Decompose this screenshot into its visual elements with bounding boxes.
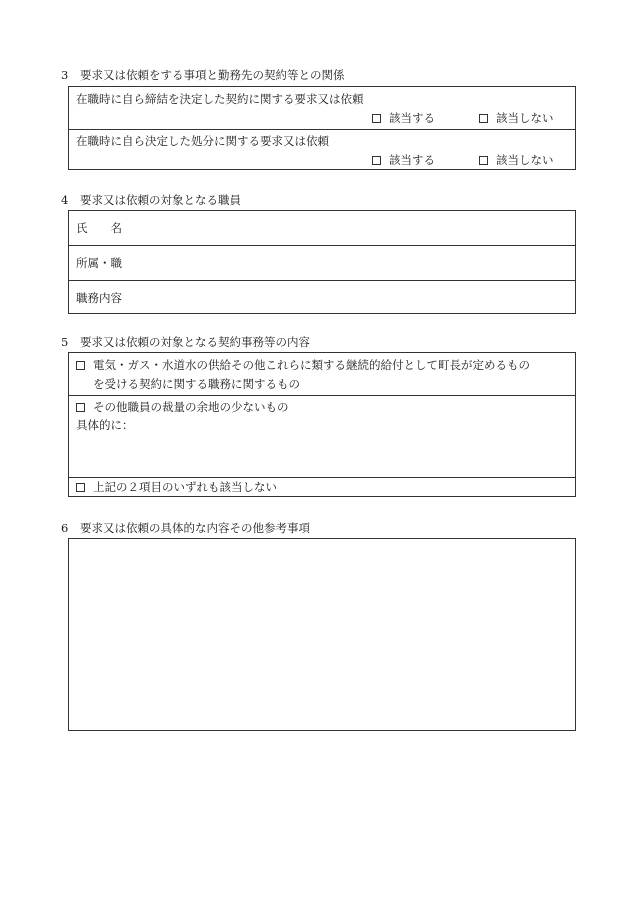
none-applicable-row bbox=[69, 477, 575, 496]
checkbox-icon[interactable] bbox=[372, 156, 381, 165]
option-label: 該当しない bbox=[496, 111, 554, 125]
checkbox-icon[interactable] bbox=[76, 403, 85, 412]
section-4-title-text: 要求又は依頼の対象となる職員 bbox=[80, 193, 241, 207]
employee-name-input[interactable] bbox=[179, 215, 569, 241]
checkbox-icon[interactable] bbox=[76, 483, 85, 492]
section-5-title bbox=[61, 335, 310, 349]
contract-not-applicable-option[interactable] bbox=[479, 111, 554, 125]
section-6-number: 6 bbox=[61, 521, 69, 535]
employee-dept-label: 所属・職 bbox=[76, 256, 122, 270]
employee-dept-input[interactable] bbox=[179, 250, 569, 276]
specific-detail-label: 具体的に： bbox=[76, 418, 134, 432]
employee-duties-label: 職務内容 bbox=[76, 291, 122, 305]
checkbox-icon[interactable] bbox=[479, 114, 488, 123]
disposition-relation-row bbox=[69, 129, 575, 170]
utility-contract-label-line1: 電気・ガス・水道水の供給その他これらに類する継続的給付として町長が定めるもの bbox=[93, 358, 530, 372]
option-label: 該当する bbox=[389, 153, 435, 167]
disposition-not-applicable-option[interactable] bbox=[479, 153, 554, 167]
section-4-title bbox=[61, 193, 241, 207]
employee-name-label: 氏 名 bbox=[76, 221, 122, 235]
contract-relation-label: 在職時に自ら締結を決定した契約に関する要求又は依頼 bbox=[76, 92, 364, 106]
section-3-number: 3 bbox=[61, 68, 69, 82]
reference-details-input[interactable] bbox=[75, 545, 569, 724]
utility-contract-row bbox=[69, 353, 575, 395]
utility-contract-option[interactable] bbox=[76, 358, 530, 372]
section-3-title-text: 要求又は依頼をする事項と勤務先の契約等との関係 bbox=[80, 68, 345, 82]
disposition-relation-label: 在職時に自ら決定した処分に関する要求又は依頼 bbox=[76, 134, 329, 148]
specific-detail-input[interactable] bbox=[75, 434, 569, 476]
none-applicable-label: 上記の２項目のいずれも該当しない bbox=[93, 480, 277, 494]
section-5-title-text: 要求又は依頼の対象となる契約事務等の内容 bbox=[80, 335, 310, 349]
section-4-number: 4 bbox=[61, 193, 69, 207]
section-3-table bbox=[68, 86, 576, 170]
employee-name-row bbox=[69, 211, 575, 245]
checkbox-icon[interactable] bbox=[76, 361, 85, 370]
contract-applicable-option[interactable] bbox=[372, 111, 435, 125]
low-discretion-label: その他職員の裁量の余地の少ないもの bbox=[93, 400, 289, 414]
none-applicable-option[interactable] bbox=[76, 480, 277, 494]
option-label: 該当する bbox=[389, 111, 435, 125]
employee-dept-row bbox=[69, 245, 575, 280]
utility-contract-label-line2: を受ける契約に関する職務に関するもの bbox=[93, 377, 300, 391]
section-6-title-text: 要求又は依頼の具体的な内容その他参考事項 bbox=[80, 521, 310, 535]
option-label: 該当しない bbox=[496, 153, 554, 167]
checkbox-icon[interactable] bbox=[372, 114, 381, 123]
section-5-number: 5 bbox=[61, 335, 69, 349]
employee-duties-row bbox=[69, 280, 575, 313]
section-4-table bbox=[68, 210, 576, 314]
employee-duties-input[interactable] bbox=[179, 285, 569, 309]
contract-relation-row bbox=[69, 87, 575, 129]
checkbox-icon[interactable] bbox=[479, 156, 488, 165]
low-discretion-row bbox=[69, 395, 575, 477]
section-3-title bbox=[61, 68, 345, 82]
low-discretion-option[interactable] bbox=[76, 400, 289, 414]
section-6-box bbox=[68, 538, 576, 731]
section-5-table bbox=[68, 352, 576, 497]
disposition-applicable-option[interactable] bbox=[372, 153, 435, 167]
section-6-title bbox=[61, 521, 310, 535]
